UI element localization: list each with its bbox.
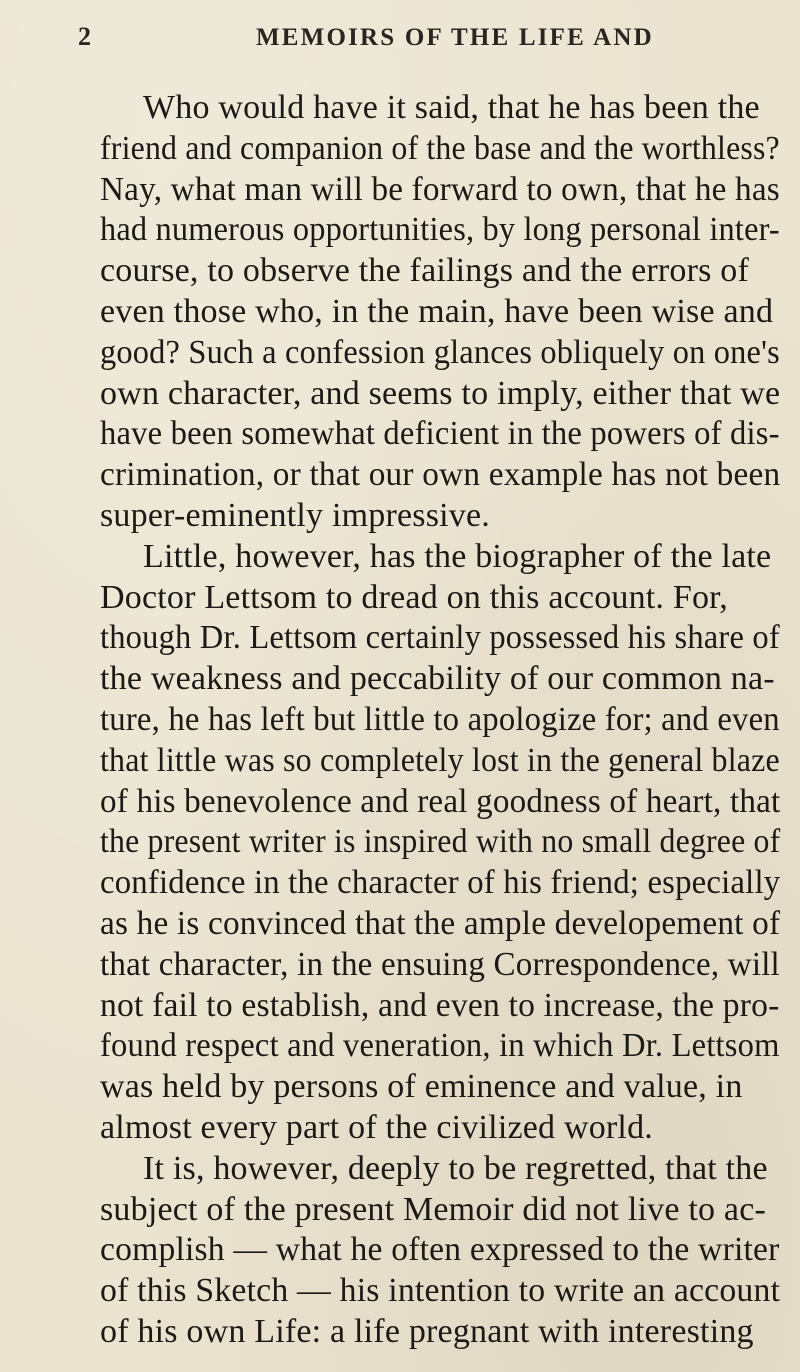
running-head <box>0 18 800 58</box>
text-line: that character, in the ensuing Correspondence, will <box>100 945 780 983</box>
text-line: not fail to establish, and even to increase, the pro- <box>100 986 780 1024</box>
text-line: good? Such a confession glances obliquely on one's <box>100 333 780 371</box>
text-line: have been somewhat deficient in the powers of dis- <box>100 415 780 453</box>
text-line: It is, however, deeply to be regretted, that the <box>143 1149 768 1187</box>
text-line: even those who, in the main, have been wise and <box>100 293 774 330</box>
text-line: of his benevolence and real goodness of heart, that <box>100 782 781 820</box>
text-line: was held by persons of eminence and value, in <box>100 1068 743 1106</box>
text-line: almost every part of the civilized world. <box>100 1109 653 1146</box>
page-number: 2 <box>78 22 91 51</box>
text-line: super-eminently impressive. <box>100 497 490 534</box>
text-line: though Dr. Lettsom certainly possessed his share of <box>100 619 780 657</box>
running-head-title: MEMOIRS OF THE LIFE AND <box>256 24 654 51</box>
text-line: own character, and seems to imply, either that we <box>100 374 781 412</box>
text-line: as he is convinced that the ample developement of <box>100 905 781 942</box>
text-line: ture, he has left but little to apologize for; and even <box>100 701 780 738</box>
text-line: friend and companion of the base and the worthless? <box>100 129 780 167</box>
text-line: confidence in the character of his friend; especially <box>100 864 781 902</box>
text-line: had numerous opportunities, by long personal inter- <box>100 211 780 249</box>
text-line: of his own Life: a life pregnant with interesting <box>100 1313 754 1350</box>
text-line: crimination, or that our own example has not been <box>100 456 781 494</box>
text-line: the weakness and peccability of our common na- <box>100 660 775 698</box>
text-line: of this Sketch — his intention to write an account <box>100 1272 781 1310</box>
text-line: the present writer is inspired with no small degree of <box>100 823 781 861</box>
text-line: complish — what he often expressed to the writer <box>100 1231 780 1269</box>
text-line: Who would have it said, that he has been the <box>143 89 760 126</box>
text-line: that little was so completely lost in the general blaze <box>100 741 780 779</box>
text-line: Nay, what man will be forward to own, that he has <box>100 170 780 208</box>
text-line: Little, however, has the biographer of the late <box>143 537 772 575</box>
text-line: course, to observe the failings and the errors of <box>100 252 749 290</box>
text-line: found respect and veneration, in which Dr. Lettsom <box>100 1027 780 1065</box>
text-line: Doctor Lettsom to dread on this account. For, <box>100 578 729 616</box>
text-line: subject of the present Memoir did not live to ac- <box>100 1190 767 1228</box>
